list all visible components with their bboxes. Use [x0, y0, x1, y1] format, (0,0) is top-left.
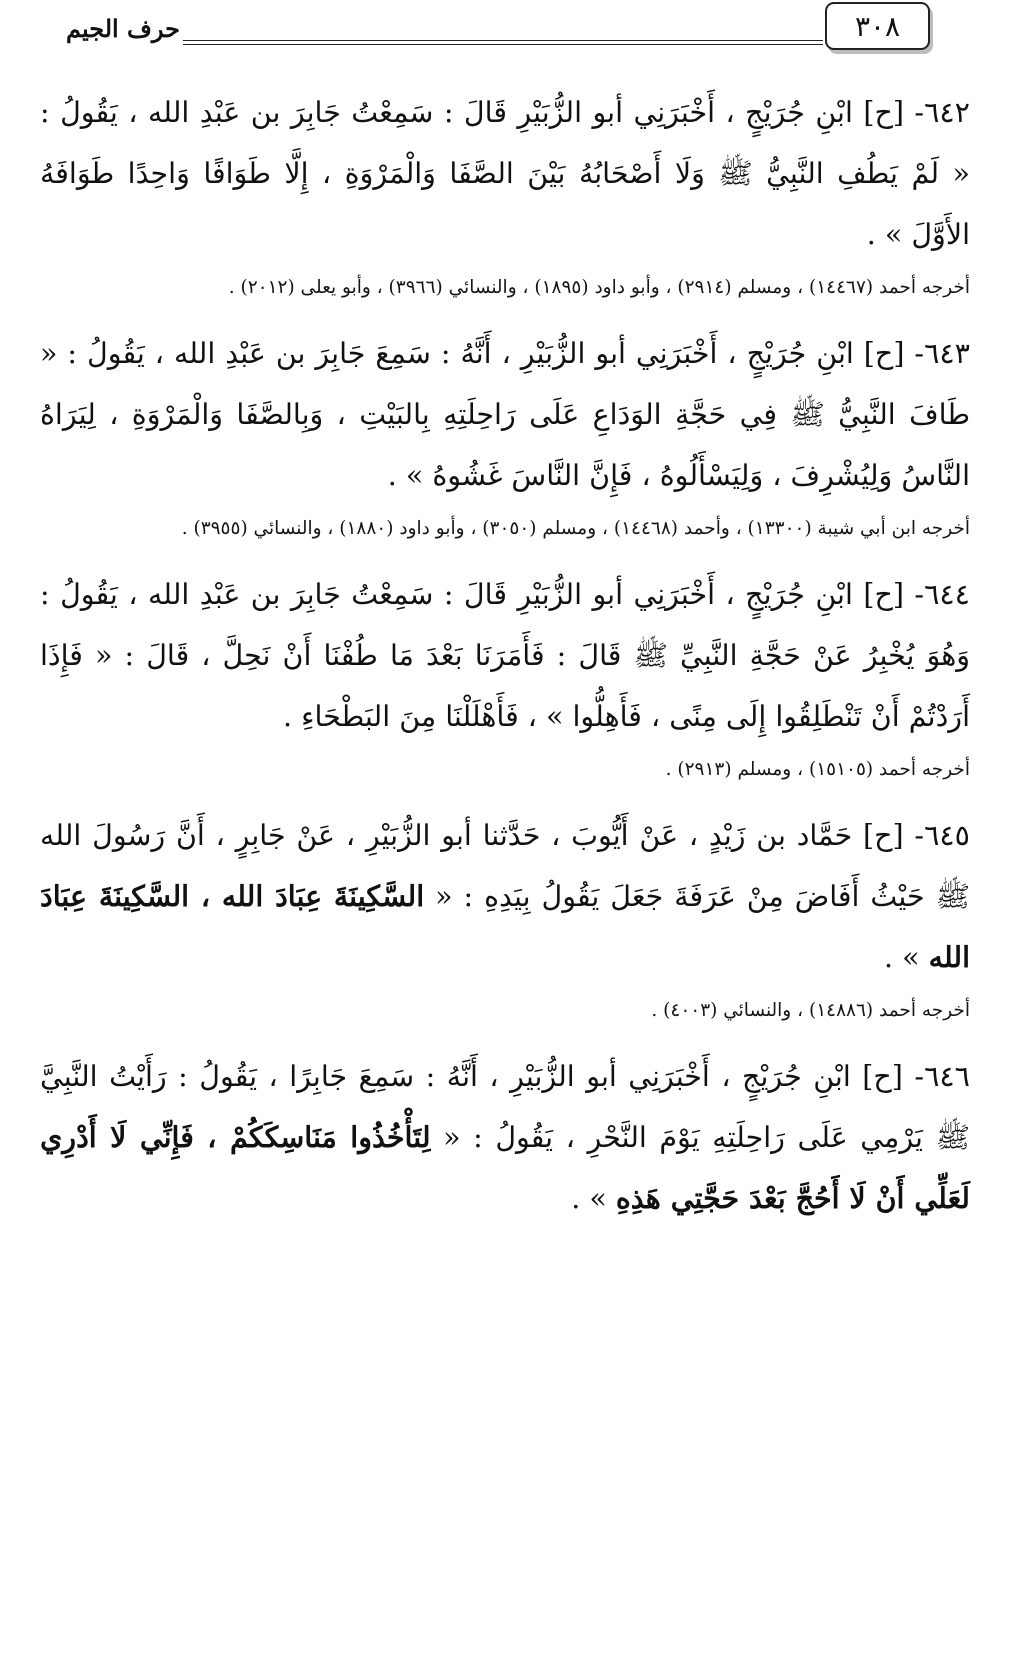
takhrij-642: أخرجه أحمد (١٤٤٦٧) ، ومسلم (٢٩١٤) ، وأبو داود (١٨٩٥) ، والنسائي (٣٩٦٦) ، وأبو يعلى (٢٠١٢) . [228, 277, 970, 298]
hadith-646-closing: » . [571, 1182, 616, 1215]
hadith-646-text: ٦٤٦- [ح] ابْنِ جُرَيْجٍ ، أَخْبَرَنِي أبو الزُّبَيْرِ ، أَنَّهُ : سَمِعَ جَابِرًا ، يَقُولُ : رَأَيْتُ النَّبِيَّ ﷺ يَرْمِي عَلَى رَاحِلَتِهِ يَوْمَ النَّحْرِ ، يَقُولُ : « [40, 1060, 970, 1154]
hadith-645 [40, 805, 970, 988]
hadith-645-prophetic-words: السَّكِينَةَ عِبَادَ الله ، السَّكِينَةَ عِبَادَ الله [40, 879, 970, 974]
hadith-645-closing: » . [884, 941, 929, 974]
hadith-642: ٦٤٢- [ح] ابْنِ جُرَيْجٍ ، أَخْبَرَنِي أبو الزُّبَيْرِ قَالَ : سَمِعْتُ جَابِرَ بن عَبْدِ الله ، يَقُولُ : « لَمْ يَطُفِ النَّبِيُّ ﷺ وَلَا أَصْحَابُهُ بَيْنَ الصَّفَا وَالْمَرْوَةِ ، إِلَّا طَوَافًا وَاحِدًا طَوَافَهُ الأَوَّلَ » . [40, 96, 970, 251]
hadith-646-prophetic-words: لِتَأْخُذُوا مَنَاسِكَكُمْ ، فَإِنِّي لَا أَدْرِي لَعَلِّي أَنْ لَا أَحُجَّ بَعْدَ حَجَّتِي هَذِهِ [40, 1120, 970, 1215]
takhrij-645: أخرجه أحمد (١٤٨٨٦) ، والنسائي (٤٠٠٣) . [651, 1000, 970, 1021]
takhrij-644: أخرجه أحمد (١٥١٠٥) ، ومسلم (٢٩١٣) . [665, 759, 970, 780]
hadith-645-text: ٦٤٥- [ح] حَمَّاد بن زَيْدٍ ، عَنْ أَيُّوبَ ، حَدَّثنا أبو الزُّبَيْرِ ، عَنْ جَابِرٍ ، أَنَّ رَسُولَ الله ﷺ حَيْثُ أَفَاضَ مِنْ عَرَفَةَ جَعَلَ يَقُولُ بِيَدِهِ : « [40, 819, 970, 913]
page-header [0, 0, 1010, 70]
hadith-644: ٦٤٤- [ح] ابْنِ جُرَيْجٍ ، أَخْبَرَنِي أبو الزُّبَيْرِ قَالَ : سَمِعْتُ جَابِرَ بن عَبْدِ الله ، يَقُولُ : وَهُوَ يُخْبِرُ عَنْ حَجَّةِ النَّبِيِّ ﷺ قَالَ : فَأَمَرَنَا بَعْدَ مَا طُفْنَا أَنْ نَحِلَّ ، قَالَ : « فَإِذَا أَرَدْتُمْ أَنْ تَنْطَلِقُوا إِلَى مِنًى ، فَأَهِلُّوا » ، فَأَهْلَلْنَا مِنَ البَطْحَاءِ . [40, 578, 970, 733]
page-number-badge: ٣٠٨ [825, 2, 930, 50]
takhrij-643: أخرجه ابن أبي شيبة (١٣٣٠٠) ، وأحمد (١٤٤٦٨) ، ومسلم (٣٠٥٠) ، وأبو داود (١٨٨٠) ، والنسائي (٣٩٥٥) . [181, 518, 970, 539]
header-rule [183, 40, 823, 45]
page-content [40, 82, 970, 1229]
running-title: حرف الجيم [66, 14, 180, 43]
hadith-646 [40, 1046, 970, 1229]
hadith-643: ٦٤٣- [ح] ابْنِ جُرَيْجٍ ، أَخْبَرَنِي أبو الزُّبَيْرِ ، أَنَّهُ : سَمِعَ جَابِرَ بن عَبْدِ الله ، يَقُولُ : « طَافَ النَّبِيُّ ﷺ فِي حَجَّةِ الوَدَاعِ عَلَى رَاحِلَتِهِ بِالبَيْتِ ، وَبِالصَّفَا وَالْمَرْوَةِ ، لِيَرَاهُ النَّاسُ وَلِيُشْرِفَ ، وَلِيَسْأَلُوهُ ، فَإِنَّ النَّاسَ غَشُوهُ » . [40, 337, 970, 492]
